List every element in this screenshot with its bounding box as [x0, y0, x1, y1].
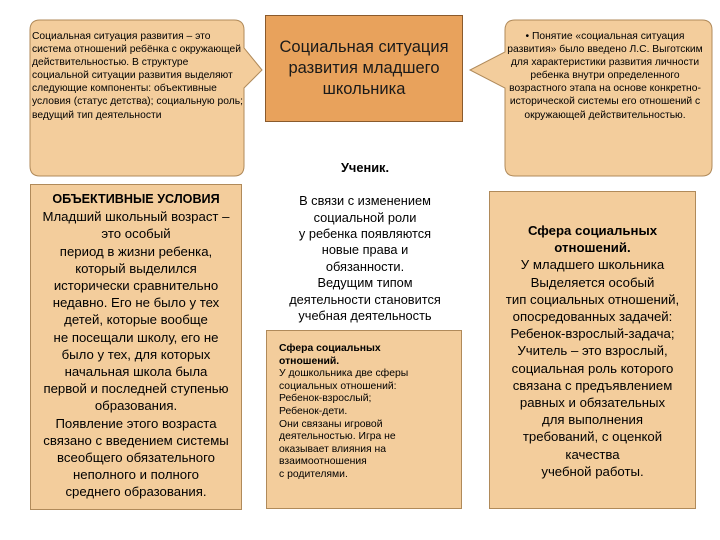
pupil-role-block: [272, 144, 458, 341]
objective-conditions-text: Младший школьный возраст – это особый период в жизни ребенка, который выделился исторически сравнительно недавно. Его не было у тех детей, которые вообще не посещали школу, его не было у тех, для которых начальная школа была первой и последней ступенью образования. Появление этого возраста связано с введением системы всеобщего обязательного неполного и полного среднего образования.: [42, 209, 230, 500]
school-sphere-heading: Сфера социальных отношений.: [527, 223, 658, 256]
objective-conditions-box: [30, 184, 242, 510]
objective-conditions-heading: ОБЪЕКТИВНЫЕ УСЛОВИЯ: [52, 192, 220, 206]
pupil-text: В связи с изменением социальной роли у ребенка появляются новые права и обязанности. Ведущим типом деятельности становится учебная деятельность: [289, 193, 441, 324]
center-title-box: [265, 15, 463, 122]
preschool-sphere-box: [266, 330, 462, 509]
pupil-heading: Ученик.: [340, 160, 390, 176]
top-left-definition-text: Социальная ситуация развития – это система отношений ребёнка с окружающей действительностью. В структуре социальной ситуации развития выделяют следующие компоненты: объективные условия (статус детства); социальную роль; ведущий тип деятельности: [32, 31, 243, 121]
school-sphere-text: У младшего школьника Выделяется особый тип социальных отношений, опосредованных задачей: Ребенок-взрослый-задача; Учитель – это взрослый, социальная роль которого связана с предъявлением равных и обязательных для выполнения требований, с оценкой качества учебной работы.: [505, 257, 680, 479]
center-title: Социальная ситуация развития младшего школьника: [279, 38, 449, 98]
preschool-sphere-text: У дошкольника две сферы социальных отношений: Ребенок-взрослый; Ребенок-дети. Они связаны игровой деятельностью. Игра не оказывает влияния на взаимоотношения с родителями.: [279, 368, 409, 480]
preschool-sphere-heading: Сфера социальных отношений.: [279, 343, 381, 367]
top-right-vygotsky-text: • Понятие «социальная ситуация развития» было введено Л.С. Выготским для характеристики развития личности ребенка внутри определенного возрастного этапа на основе конкретно-исторической системы его отношений с окружающей действительностью.: [507, 31, 703, 121]
school-sphere-box: [489, 191, 696, 509]
